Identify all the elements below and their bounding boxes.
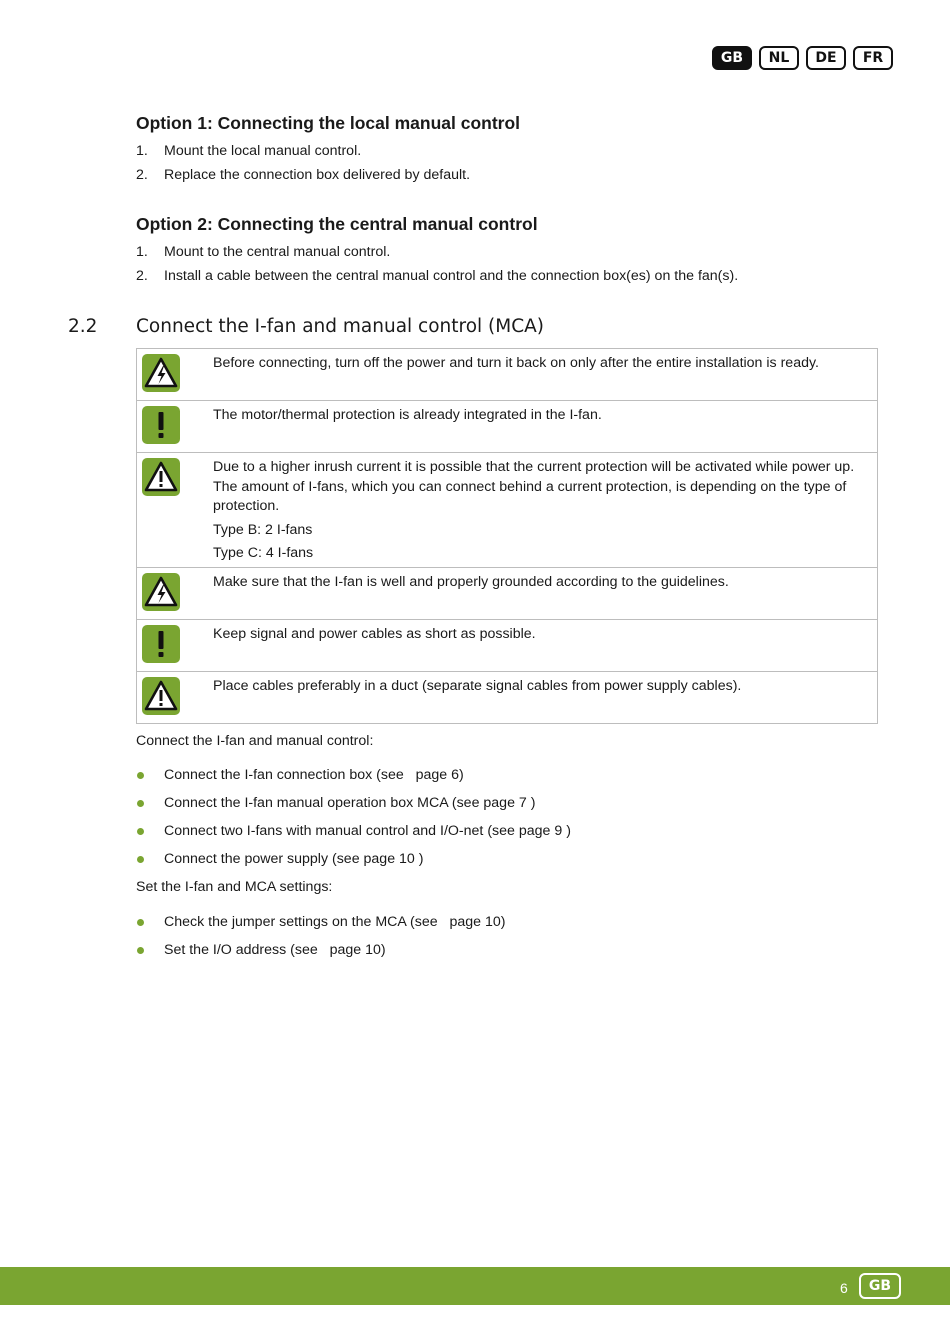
electric-hazard-icon (142, 354, 180, 392)
bullet-dot-icon (137, 947, 144, 954)
connect-link[interactable]: Connect two I-fans with manual control and I/O-net (see page 9 ) (164, 823, 571, 839)
connect-list (136, 767, 571, 879)
warning-line: Before connecting, turn off the power and turn it back on only after the entire installation is ready. (213, 355, 819, 371)
warning-text (213, 406, 865, 426)
warning-text (213, 354, 865, 374)
warning-text (213, 573, 865, 593)
page-number: 6 (840, 1280, 848, 1296)
bullet-dot-icon (137, 800, 144, 807)
step-text: Mount to the central manual control. (164, 244, 391, 260)
list-item (136, 244, 738, 268)
list-item (136, 914, 505, 942)
list-item (136, 767, 571, 795)
option2-heading: Option 2: Connecting the central manual control (136, 214, 538, 234)
connect-link[interactable]: Connect the I-fan connection box (see page 6) (164, 767, 464, 783)
connect-link[interactable]: Connect the I-fan manual operation box MCA (see page 7 ) (164, 795, 536, 811)
warning-row (137, 349, 877, 401)
exclamation-icon (142, 625, 180, 663)
step-number: 1. (136, 244, 148, 260)
warning-row (137, 568, 877, 620)
lang-tab-gb[interactable]: GB (712, 46, 752, 70)
step-number: 2. (136, 268, 148, 284)
exclamation-icon (142, 406, 180, 444)
warning-text (213, 458, 865, 564)
option1-heading: Option 1: Connecting the local manual control (136, 113, 521, 133)
warning-line: Keep signal and power cables as short as possible. (213, 626, 536, 642)
list-item (136, 942, 505, 970)
warning-row (137, 620, 877, 672)
list-item (136, 143, 470, 167)
option1-steps (136, 143, 470, 191)
section-number: 2.2 (68, 316, 98, 337)
step-number: 1. (136, 143, 148, 159)
warning-line: Make sure that the I-fan is well and properly grounded according to the guidelines. (213, 574, 729, 590)
connect-link[interactable]: Connect the power supply (see page 10 ) (164, 851, 424, 867)
bullet-dot-icon (137, 828, 144, 835)
lang-tab-de[interactable]: DE (806, 46, 846, 70)
bullet-dot-icon (137, 856, 144, 863)
settings-list (136, 914, 505, 970)
warning-text (213, 625, 865, 645)
step-number: 2. (136, 167, 148, 183)
list-item (136, 268, 738, 292)
electric-hazard-icon (142, 573, 180, 611)
warning-line: Type C: 4 I-fans (213, 545, 314, 561)
warning-line: Type B: 2 I-fans (213, 521, 313, 538)
settings-link[interactable]: Set the I/O address (see page 10) (164, 942, 386, 958)
list-item (136, 795, 571, 823)
step-text: Replace the connection box delivered by default. (164, 167, 471, 183)
lang-tab-nl[interactable]: NL (759, 46, 799, 70)
warning-triangle-icon (142, 677, 180, 715)
option2-steps (136, 244, 738, 292)
settings-intro: Set the I-fan and MCA settings: (136, 879, 333, 895)
bullet-dot-icon (137, 919, 144, 926)
list-item (136, 167, 470, 191)
warning-row (137, 453, 877, 568)
bullet-dot-icon (137, 772, 144, 779)
list-item (136, 851, 571, 879)
language-selector (712, 46, 893, 70)
connect-intro: Connect the I-fan and manual control: (136, 733, 374, 749)
warning-line: The motor/thermal protection is already integrated in the I-fan. (213, 407, 602, 423)
footer-band (0, 1267, 950, 1305)
safety-warnings-table (136, 348, 878, 724)
section-title: Connect the I-fan and manual control (MCA) (136, 316, 545, 337)
warning-row (137, 401, 877, 453)
warning-line: Place cables preferably in a duct (separate signal cables from power supply cables). (213, 678, 742, 694)
settings-link[interactable]: Check the jumper settings on the MCA (see page 10) (164, 914, 506, 930)
list-item (136, 823, 571, 851)
step-text: Install a cable between the central manual control and the connection box(es) on the fan(s). (164, 268, 739, 284)
warning-text (213, 677, 865, 697)
warning-row (137, 672, 877, 723)
step-text: Mount the local manual control. (164, 143, 362, 159)
warning-line: Due to a higher inrush current it is possible that the current protection will be activated while power up. The amount of I-fans, which you can connect behind a current protection, is depending on the type of protection. (213, 459, 855, 514)
footer-language-badge: GB (859, 1273, 901, 1299)
lang-tab-fr[interactable]: FR (853, 46, 893, 70)
warning-triangle-icon (142, 458, 180, 496)
